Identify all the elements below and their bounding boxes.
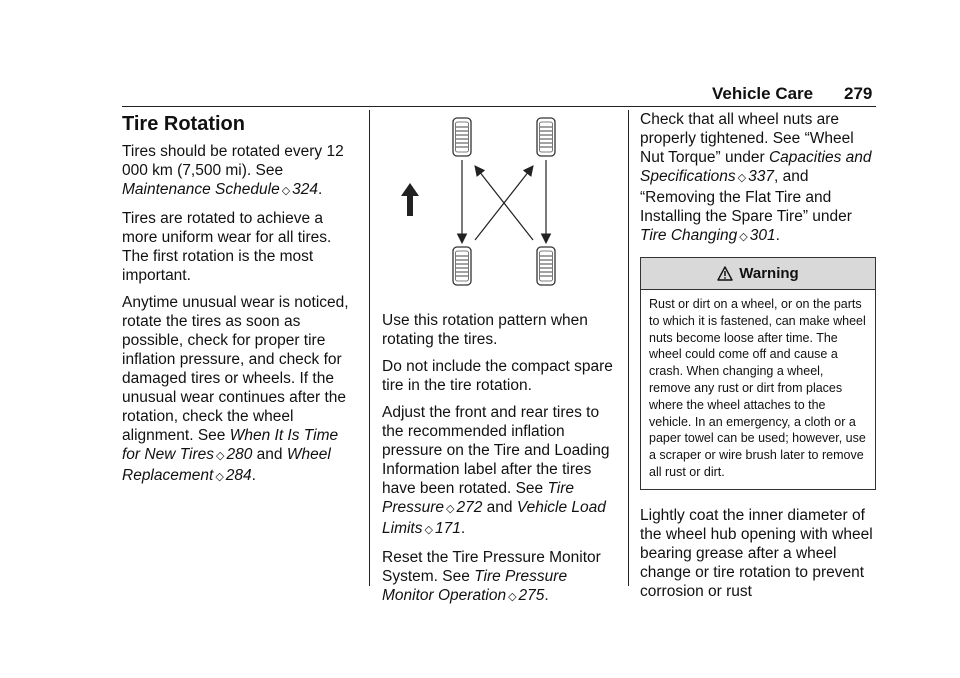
page-ref-number[interactable]: 337 <box>748 168 774 185</box>
header-rule <box>122 106 876 107</box>
page-ref-number[interactable]: 301 <box>749 227 776 244</box>
page-ref-icon: ◇ <box>446 503 455 515</box>
cross-reference-link[interactable]: Capacities and Specifications <box>640 149 872 185</box>
column-divider-2 <box>628 110 629 586</box>
page-ref-icon: ◇ <box>508 591 517 603</box>
cross-reference-link[interactable]: Vehicle Load Limits <box>382 499 606 537</box>
warning-triangle-icon <box>717 266 733 281</box>
page-ref-number[interactable]: 324 <box>292 181 319 198</box>
cross-reference-link[interactable]: Wheel Replacement <box>122 446 331 484</box>
tire-rotation-icon <box>382 110 620 305</box>
page-ref-icon: ◇ <box>739 231 748 243</box>
forward-direction-arrow <box>401 183 419 216</box>
page-ref-number[interactable]: 272 <box>456 499 483 516</box>
rear-left-tire <box>453 247 471 285</box>
rear-right-tire <box>537 247 555 285</box>
page-ref-number[interactable]: 171 <box>434 520 461 537</box>
page-ref-icon: ◇ <box>424 524 433 536</box>
paragraph: Use this rotation pattern when rotating the tires. <box>382 312 588 348</box>
paragraph: Reset the Tire Pressure Monitor System. See Tire Pressure Monitor Operation ◇ 275. <box>382 549 601 604</box>
cross-reference-link[interactable]: When It Is Time for New Tires <box>122 427 339 463</box>
page-number: 279 <box>844 84 873 103</box>
cross-reference-link[interactable]: Maintenance Schedule <box>122 181 280 198</box>
cross-reference-link[interactable]: Tire Changing <box>640 227 738 244</box>
tire-rotation-diagram <box>382 110 620 305</box>
front-right-tire <box>537 118 555 156</box>
cross-reference-link[interactable]: Tire Pressure Monitor Operation <box>382 568 568 604</box>
page-ref-icon: ◇ <box>215 471 224 483</box>
paragraph: Do not include the compact spare tire in the tire rotation. <box>382 358 613 394</box>
column-2 <box>382 110 620 615</box>
paragraph: Lightly coat the inner diameter of the wheel hub opening with wheel bearing grease after a wheel change or tire rotation to prevent corrosion or rust <box>640 506 873 600</box>
paragraph: Tires should be rotated every 12 000 km (7,500 mi). See Maintenance Schedule ◇ 324. <box>122 143 344 198</box>
section-title: Vehicle Care <box>712 84 814 103</box>
cross-reference-link[interactable]: Tire Pressure <box>382 480 575 516</box>
warning-title: Warning <box>739 265 799 282</box>
paragraph: Anytime unusual wear is noticed, rotate the tires as soon as possible, check for proper tire inflation pressure, and check for damaged tires or wheels. If the unusual wear continues after the rotation, check the wheel alignment. See When It Is Time for New Tires ◇ 280 and Wheel Replacement ◇ 284. <box>122 294 349 484</box>
page-ref-icon: ◇ <box>216 450 225 462</box>
warning-header <box>641 258 875 290</box>
page-ref-icon: ◇ <box>737 172 747 184</box>
page-ref-icon: ◇ <box>281 185 291 197</box>
column-3 <box>640 110 876 609</box>
page-ref-number[interactable]: 275 <box>518 587 545 604</box>
warning-text: Rust or dirt on a wheel, or on the parts to which it is fastened, can make wheel nuts become loose after time. The wheel could come off and cause a crash. When changing a wheel, remove any rust or dirt from places where the wheel attaches to the vehicle. In an emergency, a cloth or a paper towel can be used; however, use a scraper or wire brush later to remove all rust or dirt. <box>649 297 866 479</box>
column-1 <box>122 110 358 495</box>
page-ref-number[interactable]: 280 <box>226 446 253 463</box>
front-left-tire <box>453 118 471 156</box>
paragraph: Check that all wheel nuts are properly tightened. See “Wheel Nut Torque” under Capacities and Specifications ◇ 337, and “Removing the Flat Tire and Installing the Spare Tire” under Tire Changing ◇ 301. <box>640 111 872 244</box>
warning-box <box>640 257 876 490</box>
paragraph: Tires are rotated to achieve a more uniform wear for all tires. The first rotation is the most important. <box>122 210 332 284</box>
page-ref-number[interactable]: 284 <box>225 467 252 484</box>
paragraph: Adjust the front and rear tires to the recommended inflation pressure on the Tire and Loading Information label after the tires have been rotated. See Tire Pressure ◇ 272 and Vehicle Load Limits ◇ 171. <box>382 404 610 537</box>
section-heading: Tire Rotation <box>122 113 245 135</box>
column-divider-1 <box>369 110 370 586</box>
